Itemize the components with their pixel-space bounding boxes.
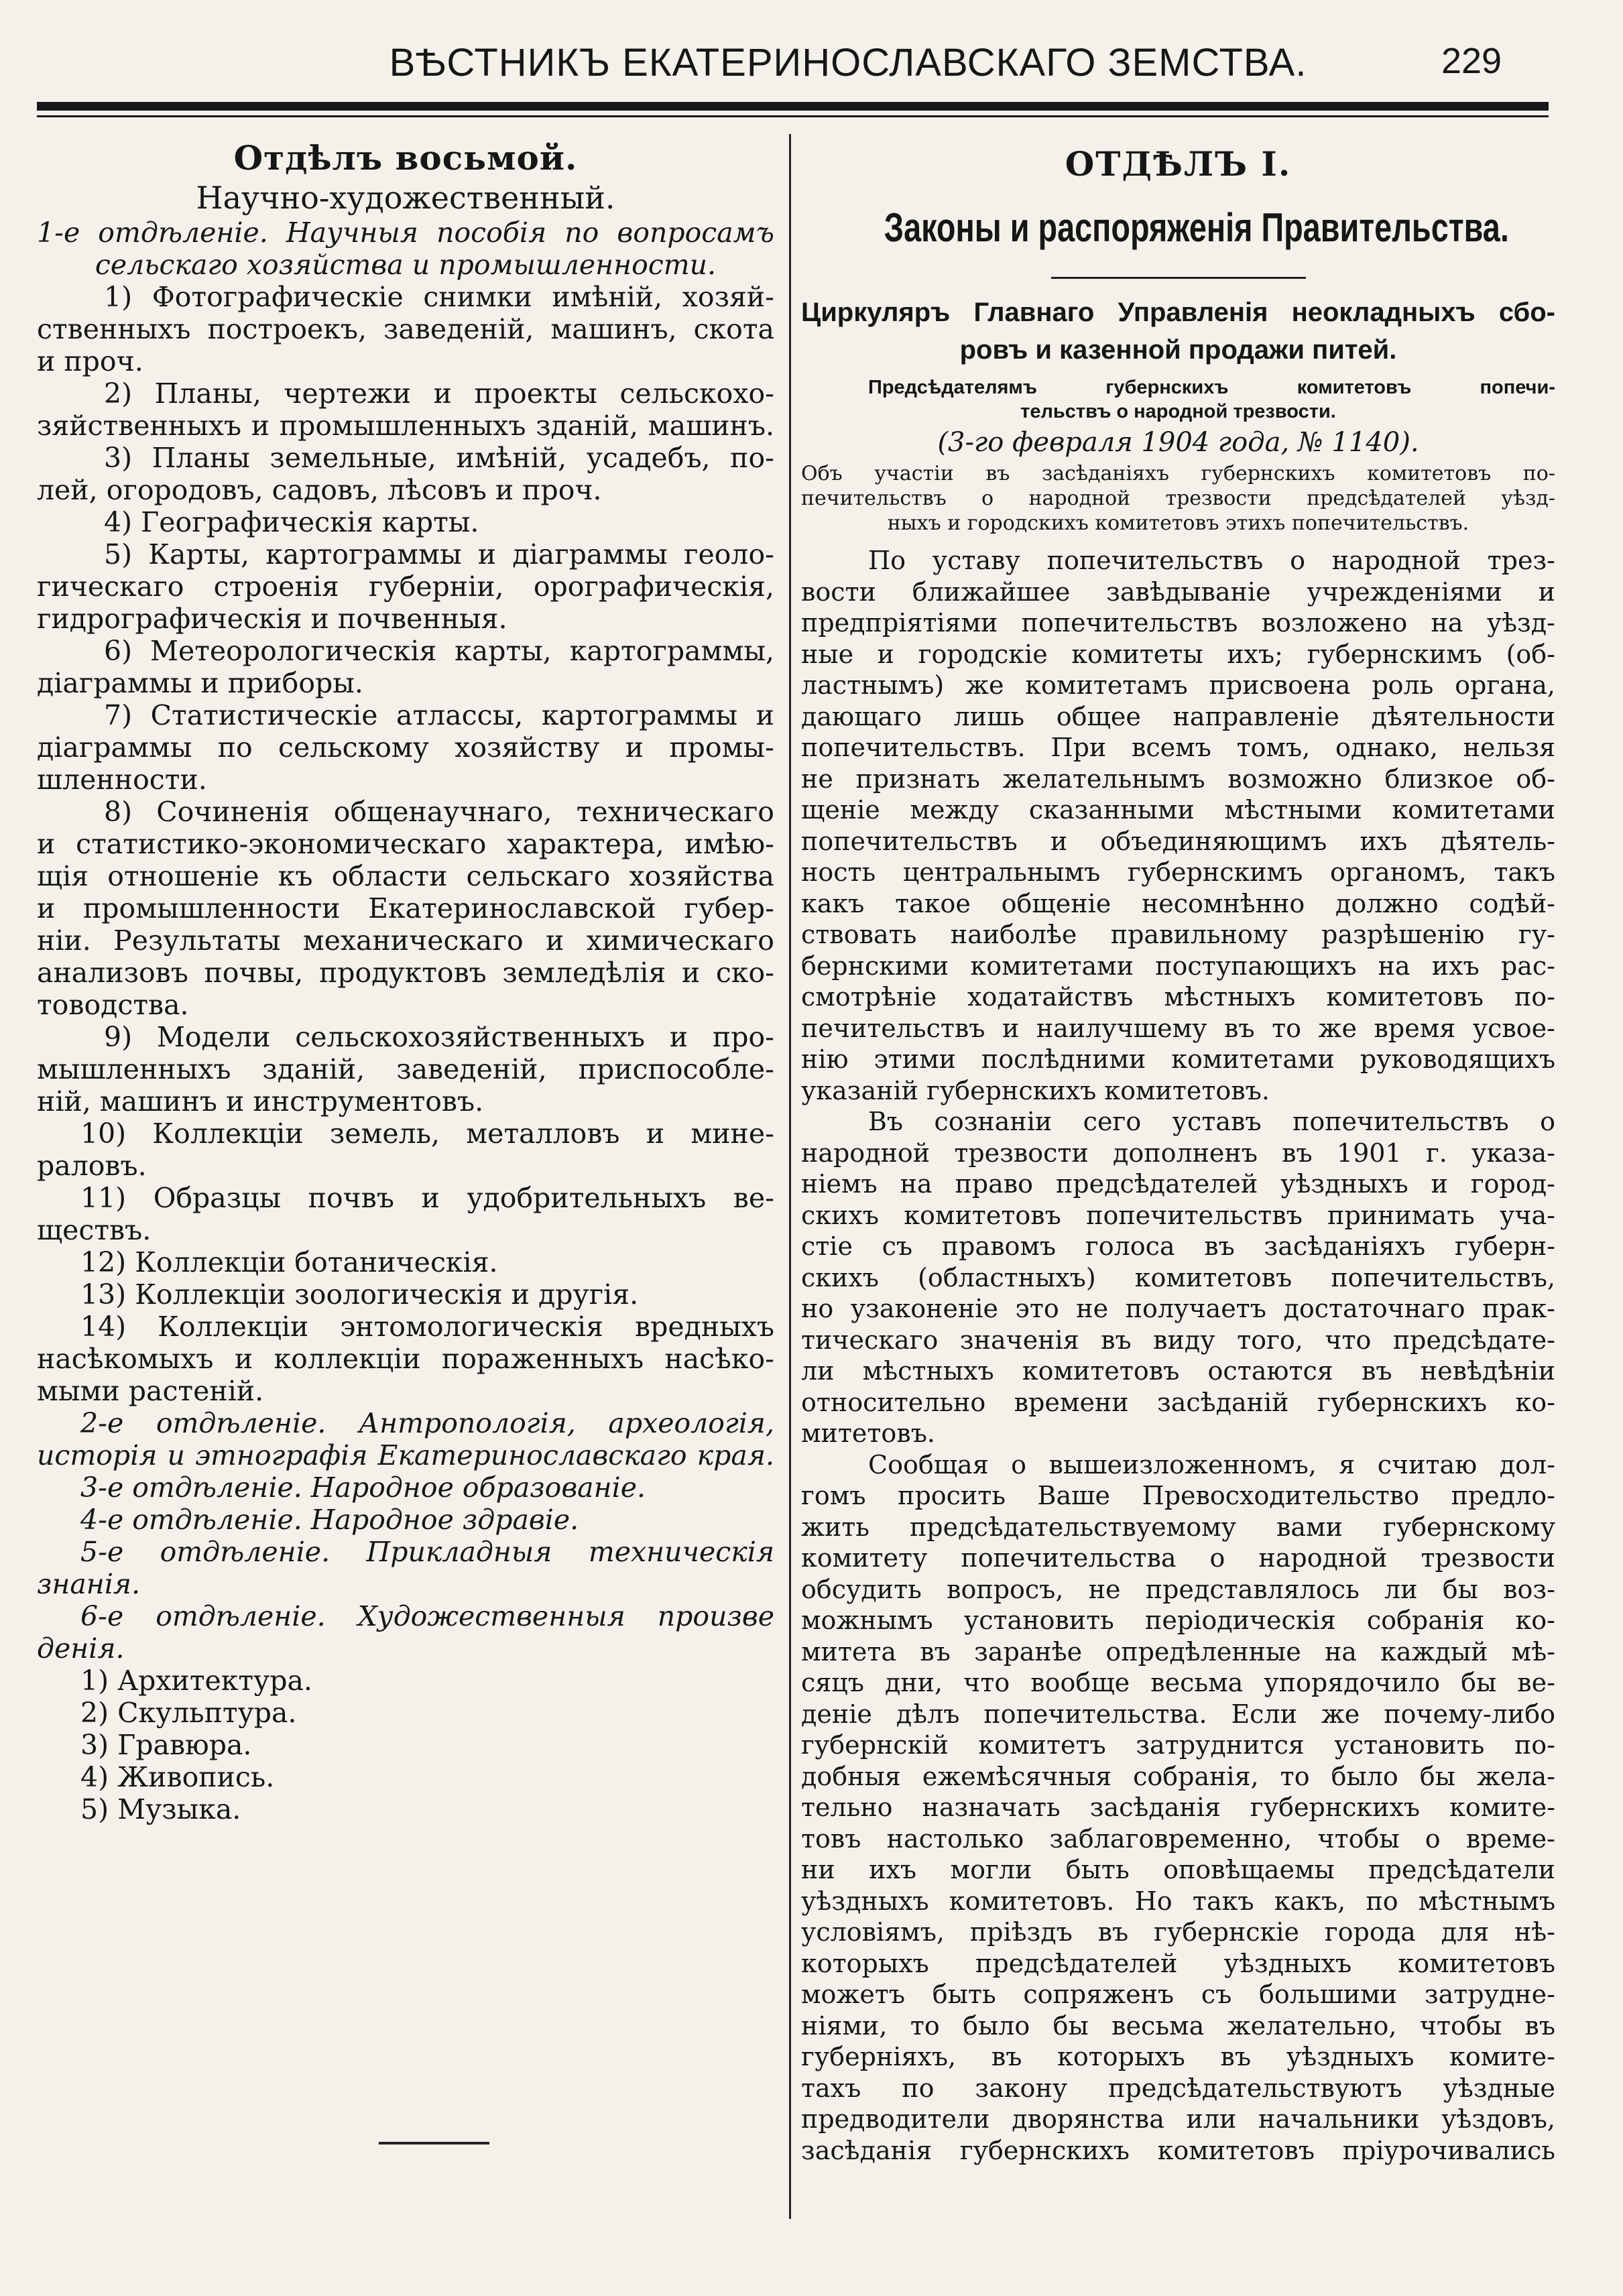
text-line: 4) Живопись. (80, 1761, 275, 1793)
text-line: 4) Географическія карты. (104, 506, 479, 538)
body-line: добныя ежемѣсячныя собранія, то было бы жела- (801, 1761, 1555, 1791)
text-line: 2-е отдѣленіе. Антропологія, археологія, (80, 1407, 774, 1439)
text-line: 3) Гравюра. (80, 1729, 252, 1761)
right-column (801, 137, 1555, 2166)
body-line: условіямъ, пріѣздъ въ губернскіе города для нѣ- (801, 1917, 1555, 1947)
text-line: діаграммы и приборы. (37, 667, 363, 699)
column-divider (789, 134, 791, 2219)
text-line: ніи. Результаты механическаго и химическаго (37, 924, 774, 957)
body-line: предводители дворянства или начальники уѣздовъ, (801, 2104, 1555, 2134)
text-line: ственныхъ построекъ, заведеній, машинъ, скота (37, 313, 774, 345)
text-line: 14) Коллекціи энтомологическія вредныхъ (80, 1311, 774, 1343)
body-line: стіе съ правомъ голоса въ засѣданіяхъ губерн- (801, 1231, 1555, 1261)
summary-line: печительствъ о народной трезвости предсѣдателей уѣзд- (801, 487, 1555, 510)
text-line: 5) Карты, картограммы и діаграммы геоло- (104, 538, 774, 570)
body-line: не признать желательнымъ возможно близкое об- (801, 764, 1555, 794)
page-number: 229 (1441, 41, 1502, 81)
body-line: предпріятіями попечительствъ возложено на уѣзд- (801, 608, 1555, 638)
text-line: 10) Коллекціи земель, металловъ и мине- (80, 1117, 774, 1150)
text-line: анализовъ почвы, продуктовъ земледѣлія и ско- (37, 957, 774, 989)
text-line: 4-е отдѣленіе. Народное здравіе. (80, 1504, 579, 1536)
text-line: 7) Статистическіе атлассы, картограммы и (104, 699, 774, 731)
body-line: тическаго значенія въ виду того, что предсѣдате- (801, 1325, 1555, 1355)
body-line: но узаконеніе это не получаетъ достаточнаго прак- (801, 1294, 1555, 1323)
body-line: ствовать наиболѣе правильному разрѣшенію гу- (801, 920, 1555, 949)
body-line: вости ближайшее завѣдываніе учрежденіями и (801, 577, 1555, 607)
text-line: 1) Архитектура. (80, 1665, 312, 1697)
body-line: щеніе между сказанными мѣстными комитетами (801, 795, 1555, 825)
header-rule-thin (37, 115, 1549, 117)
body-line: ность центральнымъ губернскимъ органомъ, такъ (801, 857, 1555, 887)
body-line: смотрѣніе ходатайствъ мѣстныхъ комитетовъ по- (801, 982, 1555, 1012)
running-header (37, 34, 1579, 94)
body-line: ластнымъ) же комитетамъ присвоена роль органа, (801, 670, 1555, 700)
text-line: 2) Скульптура. (80, 1697, 297, 1729)
body-line: дающаго лишь общее направленіе дѣятельности (801, 701, 1555, 731)
text-line: раловъ. (37, 1150, 147, 1182)
body-line: ни ихъ могли быть оповѣщаемы предсѣдатели (801, 1855, 1555, 1884)
body-line: сяцъ дни, что вообще весьма упорядочило бы ве- (801, 1668, 1555, 1697)
text-line: исторія и этнографія Екатеринославскаго края. (37, 1439, 774, 1471)
text-line: и промышленности Екатеринославской губер- (37, 892, 774, 924)
body-line: ніями, то было бы весьма желательно, чтобы въ (801, 2010, 1555, 2041)
text-line: 6-е отдѣленіе. Художественныя произве (80, 1600, 774, 1632)
text-line: 5) Музыка. (80, 1793, 241, 1825)
body-line: митетовъ. (801, 1418, 935, 1448)
text-line: 6) Метеорологическія карты, картограммы, (104, 635, 774, 667)
circular-summary (801, 461, 1555, 536)
body-line: деніе дѣлъ попечительства. Если же почему-либо (801, 1699, 1555, 1729)
body-line: можетъ быть сопряженъ съ большими затрудне- (801, 1980, 1555, 2009)
text-line: гическаго строенія губерніи, орографическія, (37, 570, 774, 603)
text-line: шленности. (37, 764, 207, 796)
text-line: денія. (37, 1632, 125, 1665)
text-line: 1) Фотографическіе снимки имѣній, хозяй- (104, 281, 774, 313)
body-line: тельно назначать засѣданія губернскихъ комите- (801, 1793, 1555, 1822)
text-line: знанія. (37, 1568, 141, 1600)
body-line: товъ настолько заблаговременно, чтобы о време- (801, 1823, 1555, 1854)
body-line: Въ сознаніи сего уставъ попечительствъ о (868, 1107, 1555, 1136)
body-line: засѣданія губернскихъ комитетовъ пріурочивались (801, 2135, 1555, 2165)
body-line: можнымъ установить періодическія собранія ко- (801, 1606, 1555, 1635)
laws-heading: Законы и распоряженія Правительства. (884, 205, 1509, 250)
section-eight-subtitle: Научно-художественный. (196, 180, 615, 216)
text-line: 1-е отдѣленіе. Научныя пособія по вопросамъ (37, 217, 774, 249)
text-line: 3-е отдѣленіе. Народное образованіе. (80, 1471, 646, 1504)
text-line: лей, огородовъ, садовъ, лѣсовъ и проч. (37, 474, 602, 506)
body-line: митета въ заранѣе опредѣленные на каждый мѣ- (801, 1636, 1555, 1667)
body-line: народной трезвости дополненъ въ 1901 г. указа- (801, 1138, 1555, 1168)
end-rule (379, 2142, 489, 2144)
body-line: указаній губернскихъ комитетовъ. (801, 1075, 1270, 1105)
circular-title (801, 294, 1555, 369)
text-line: 3) Планы земельные, имѣній, усадебъ, по- (104, 442, 774, 474)
body-line: скихъ комитетовъ попечительствъ принимать уча- (801, 1200, 1555, 1230)
left-text-block (37, 217, 774, 1825)
text-line: 5-е отдѣленіе. Прикладныя техническія (80, 1536, 774, 1568)
text-line: насѣкомыхъ и коллекціи пораженныхъ насѣко- (37, 1343, 774, 1375)
text-line: мыми растеній. (37, 1375, 264, 1407)
text-line: 9) Модели сельскохозяйственныхъ и про- (104, 1021, 774, 1053)
text-line: діаграммы по сельскому хозяйству и промы- (37, 731, 774, 764)
addressee-line: тельствъ о народной трезвости. (1020, 401, 1336, 422)
text-line: товодства. (37, 989, 189, 1021)
body-line: По уставу попечительствъ о народной трез- (868, 546, 1555, 575)
body-line: жить предсѣдательствуемому вами губернскому (801, 1512, 1555, 1542)
body-line: печительствъ и наилучшему въ то же время усвое- (801, 1013, 1555, 1043)
body-line: ніемъ на право предсѣдателей уѣздныхъ и город- (801, 1169, 1555, 1199)
body-line: нію этими послѣдними комитетами руководящихъ (801, 1044, 1555, 1074)
section-eight-title: Отдѣлъ восьмой. (233, 138, 578, 178)
text-line: щія отношеніе къ области сельскаго хозяйства (37, 860, 774, 892)
body-line: обсудить вопросъ, не представлялось ли бы воз- (801, 1574, 1555, 1604)
text-line: и проч. (37, 345, 143, 377)
text-line: зяйственныхъ и промышленныхъ зданій, машинъ. (37, 410, 774, 442)
circular-addressee (801, 375, 1555, 424)
text-line: сельскаго хозяйства и промышленности. (95, 249, 717, 281)
text-line: 11) Образцы почвъ и удобрительныхъ ве- (80, 1182, 774, 1214)
text-line: ній, машинъ и инструментовъ. (37, 1085, 484, 1117)
body-line: попечительствъ. При всемъ томъ, однако, нельзя (801, 733, 1555, 762)
body-line: которыхъ предсѣдателей уѣздныхъ комитетовъ (801, 1948, 1555, 1978)
header-rule-thick (37, 102, 1549, 111)
journal-title: ВѢСТНИКЪ ЕКАТЕРИНОСЛАВСКАГО ЗЕМСТВА. (389, 41, 1307, 84)
body-line: Сообщая о вышеизложенномъ, я считаю дол- (868, 1449, 1555, 1479)
body-line: попечительствъ и объединяющимъ ихъ дѣятель- (801, 826, 1555, 856)
body-line: гомъ просить Ваше Превосходительство предло- (801, 1481, 1555, 1510)
body-line: какъ такое общеніе несомнѣнно должно содѣй- (801, 888, 1555, 918)
text-line: 13) Коллекціи зоологическія и другія. (80, 1278, 639, 1311)
body-line: бернскими комитетами поступающихъ на ихъ рас- (801, 951, 1555, 981)
body-line: уѣздныхъ комитетовъ. Но такъ какъ, по мѣстнымъ (801, 1886, 1555, 1916)
circular-body (801, 545, 1555, 2166)
text-line: 8) Сочиненія общенаучнаго, техническаго (104, 796, 774, 828)
addressee-line: Предсѣдателямъ губернскихъ комитетовъ попечи- (868, 377, 1555, 398)
circular-date: (3-го февраля 1904 года, № 1140). (937, 427, 1419, 458)
text-line: гидрографическія и почвенныя. (37, 603, 507, 635)
heading-rule (1051, 277, 1306, 279)
summary-line: Объ участіи въ засѣданіяхъ губернскихъ комитетовъ по- (801, 462, 1555, 485)
summary-line: ныхъ и городскихъ комитетовъ этихъ попечительствъ. (887, 511, 1469, 535)
body-line: ли мѣстныхъ комитетовъ остаются въ невѣдѣніи (801, 1356, 1555, 1386)
circular-title-line: ровъ и казенной продажи питей. (959, 335, 1397, 365)
text-line: 12) Коллекціи ботаническія. (80, 1246, 498, 1278)
body-line: ные и городскіе комитеты ихъ; губернскимъ (об- (801, 639, 1555, 669)
left-column (37, 137, 774, 1825)
body-line: губерніяхъ, въ которыхъ въ уѣздныхъ комите- (801, 2042, 1555, 2071)
text-line: 2) Планы, чертежи и проекты сельскохо- (104, 377, 774, 410)
body-line: тахъ по закону предсѣдательствуютъ уѣздные (801, 2073, 1555, 2103)
body-line: комитету попечительства о народной трезвости (801, 1543, 1555, 1573)
text-line: мышленныхъ зданій, заведеній, приспособле- (37, 1053, 774, 1085)
body-line: губернскій комитетъ затруднится установить по- (801, 1730, 1555, 1760)
circular-title-line: Циркуляръ Главнаго Управленія неокладныхъ сбо- (801, 298, 1555, 327)
section-one-title: ОТДѢЛЪ I. (1065, 144, 1292, 184)
body-line: скихъ (областныхъ) комитетовъ попечительствъ, (801, 1262, 1555, 1292)
text-line: ществъ. (37, 1214, 152, 1246)
text-line: и статистико-экономическаго характера, имѣю- (37, 828, 774, 860)
body-line: относительно времени засѣданій губернскихъ ко- (801, 1387, 1555, 1417)
